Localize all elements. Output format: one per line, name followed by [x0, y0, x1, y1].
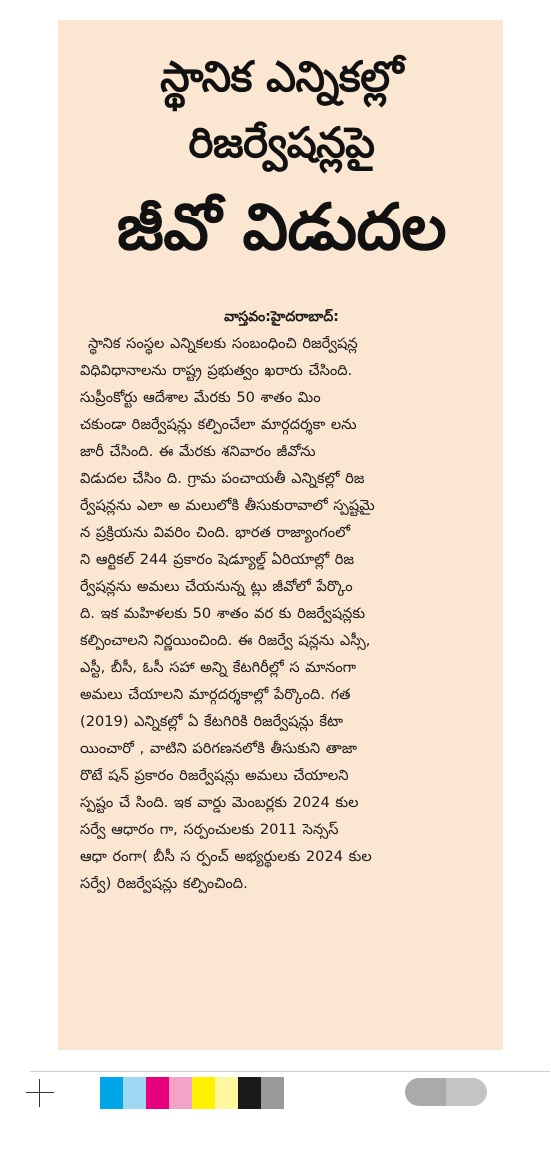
color-swatch: [169, 1077, 192, 1109]
divider: [30, 1071, 550, 1072]
body-line: ర్వేషన్లను అమలు చేయనున్న ట్లు జీవోలో పేర్కొం: [80, 578, 353, 595]
body-line: చకుండా రిజర్వేషన్లు కల్పించేలా మార్గదర్శకా లను: [80, 416, 357, 433]
body-line: కల్పించాలని నిర్ణయించింది. ఈ రిజర్వే షన్లను ఎస్సీ,: [80, 632, 371, 649]
body-line: అమలు చేయాలని మార్గదర్శకాల్లో పేర్కొంది. గత: [80, 686, 351, 703]
headline-line-3: జీవో విడుదల: [116, 191, 447, 265]
body-line: ఆధా రంగా( బీసీ స ర్పంచ్ అభ్యర్థులకు 2024 కుల: [80, 848, 372, 865]
body-line: రొటే షన్ ప్రకారం రిజర్వేషన్లు అమలు చేయాలని: [80, 767, 349, 784]
body-line: ర్వేషన్లను ఎలా అ మలులోకి తీసుకురావాలో స్పష్టమై: [80, 497, 375, 514]
color-swatch: [146, 1077, 169, 1109]
pill-segment: [446, 1078, 487, 1106]
body-line: విడుదల చేసిం ది. గ్రామ పంచాయతీ ఎన్నికల్లో రిజ: [80, 470, 365, 487]
body-line: ని ఆర్టికల్ 244 ప్రకారం షెడ్యూల్డ్ ఏరియాల్లో రిజ: [80, 551, 355, 568]
news-clipping: [58, 20, 503, 1050]
body-line: ఎస్టీ, బీసీ, ఓసీ సహా అన్ని కేటగిరీల్లో స మానంగా: [80, 659, 357, 676]
gray-pill: [405, 1078, 487, 1106]
pill-segment: [405, 1078, 446, 1106]
color-swatches: [100, 1077, 284, 1109]
body-line: న ప్రక్రియను వివరిం చింది. భారత రాజ్యాంగంలో: [80, 524, 351, 541]
color-swatch: [123, 1077, 146, 1109]
print-color-bar: [0, 1071, 551, 1111]
body-line: విధివిధానాలను రాష్ట్ర ప్రభుత్వం ఖరారు చేసింది.: [80, 362, 353, 379]
color-swatch: [100, 1077, 123, 1109]
color-swatch: [238, 1077, 261, 1109]
body-line: స్థానిక సంస్థల ఎన్నికలకు సంబంధించి రిజర్వేషన్ల: [88, 335, 358, 352]
color-swatch: [215, 1077, 238, 1109]
color-swatch: [192, 1077, 215, 1109]
color-swatch: [261, 1077, 284, 1109]
body-line: సర్వే ఆధారం గా, సర్పంచులకు 2011 సెన్సస్: [80, 821, 339, 838]
body-line: సర్వే) రిజర్వేషన్లు కల్పించింది.: [80, 875, 248, 892]
body-line: స్పష్టం చే సింది. ఇక వార్డు మెంబర్లకు 2024 కుల: [80, 794, 359, 811]
headline: [80, 44, 483, 276]
body-line: ది. ఇక మహిళలకు 50 శాతం వర కు రిజర్వేషన్లకు: [80, 605, 366, 622]
body-line: సుప్రీంకోర్టు ఆదేశాల మేరకు 50 శాతం మిం: [80, 389, 321, 406]
body-line: యించారో , వాటిని పరిగణనలోకి తీసుకుని తాజా: [80, 740, 358, 757]
body-line: జారీ చేసింది. ఈ మేరకు శనివారం జీవోను: [80, 443, 316, 460]
dateline: వాస్తవం:హైదరాబాద్:: [224, 309, 339, 325]
body-line: (2019) ఎన్నికల్లో ఏ కేటగిరికి రిజర్వేషన్లు కేటా: [80, 713, 343, 730]
headline-line-1: స్థానిక ఎన్నికల్లో: [160, 52, 403, 101]
headline-line-2: రిజర్వేషన్లపై: [188, 118, 375, 167]
article-body: [80, 330, 483, 897]
